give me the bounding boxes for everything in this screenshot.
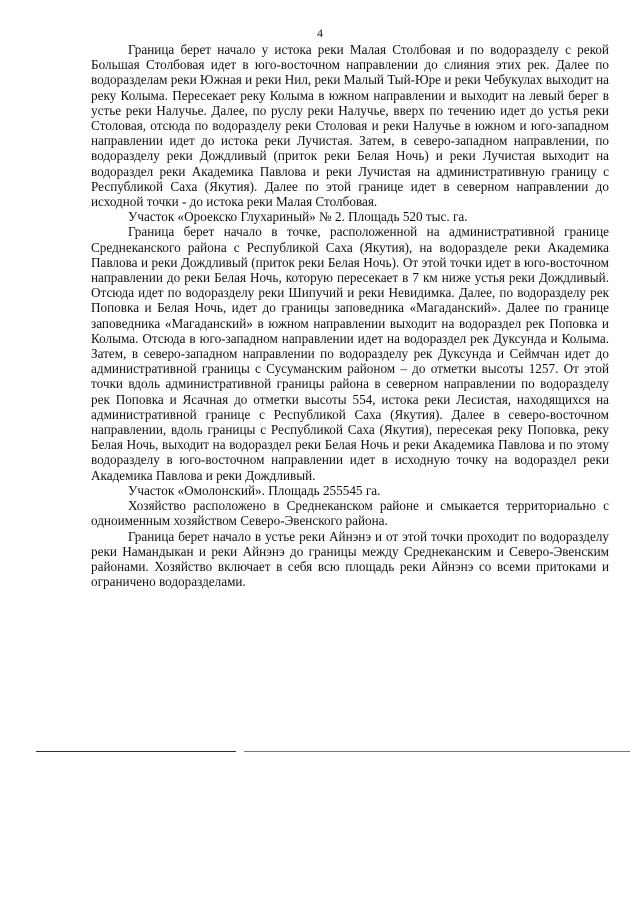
footer-divider-left xyxy=(36,751,236,752)
paragraph-boundary-stolbovaya: Граница берет начало у истока реки Малая Столбовая и по водоразделу с рекой Большая Столбовая идет в юго-восточном направлении до слияния этих рек. Далее по водоразделам реки Южная и реки Нил, реки Малый Тый-Юре и реки Чебукулах выходит на реку Колыма. Пересекает реку Колыма в южном направлении и выходит на левый берег в устье реки Налучье. Далее, по руслу реки Налучье, вверх по течению идет до устья реки Столовая, отсюда по водоразделу реки Столовая и реки Налучье в южном и юго-западном направлении идет до истока реки Лучистая. Затем, в северо-западном направлении, по водоразделу реки Дождливый (приток реки Белая Ночь) и реки Лучистая выходит на водораздел реки Академика Павлова и реки Лучистая на административную границу с Республикой Саха (Якутия). Далее по этой границе идет в северном направлении до исходной точки - до истока реки Малая Столбовая. xyxy=(91,42,609,210)
paragraph-boundary-oroeksko: Граница берет начало в точке, расположенной на административной границе Среднеканского района с Республикой Саха (Якутия), на водоразделе реки Академика Павлова и реки Дождливый (приток реки Белая Ночь). От этой точки идет в юго-восточном направлении до реки Белая Ночь, которую пересекает в 7 км ниже устья реки Дождливый. Отсюда идет по водоразделу реки Шипучий и реки Невидимка. Далее, по водоразделу рек Поповка и Белая Ночь, идет до границы заповедника «Магаданский». Далее по границе заповедника «Магаданский» в южном направлении выходит на водораздел рек Поповка и Колыма. Отсюда в юго-западном направлении идет на водораздел рек Дуксунда и Колыма. Затем, в северо-западном направлении по водоразделу рек Дуксунда и Сеймчан идет до административной границы с Сусуманским районом – до отметки высоты 1257. От этой точки вдоль административной границы района в северном направлении по водоразделу рек Поповка и Ясачная до отметки высоты 554, истока реки Лесистая, находящихся на административной границе с Республикой Саха (Якутия). Далее в северо-восточном направлении, вдоль границы с Республикой Саха (Якутия), пересекая реку Поповка, реку Белая Ночь, выходит на водораздел реки Белая Ночь и реки Академика Павлова и по этому водоразделу в юго-восточном направлении идет в исходную точку на водораздел реки Академика Павлова и реки Дождливый. xyxy=(91,224,609,483)
paragraph-boundary-omolonsky: Граница берет начало в устье реки Айнэнэ и от этой точки проходит по водоразделу реки Намандыкан и реки Айнэнэ до границы между Среднеканским и Северо-Эвенским районами. Хозяйство включает в себя всю площадь реки Айнэнэ со всеми притоками и ограничено водоразделами. xyxy=(91,528,609,590)
footer-divider-right xyxy=(244,751,630,752)
heading-section-oroeksko: Участок «Ороекско Глухариный» № 2. Площадь 520 тыс. га. xyxy=(128,209,468,225)
heading-section-omolonsky: Участок «Омолонский». Площадь 255545 га. xyxy=(128,482,381,498)
document-body xyxy=(91,42,609,589)
paragraph-farm-location: Хозяйство расположено в Среднеканском районе и смыкается территориально с одноименным хозяйством Северо-Эвенского района. xyxy=(91,498,609,529)
page-number: 4 xyxy=(317,26,323,40)
